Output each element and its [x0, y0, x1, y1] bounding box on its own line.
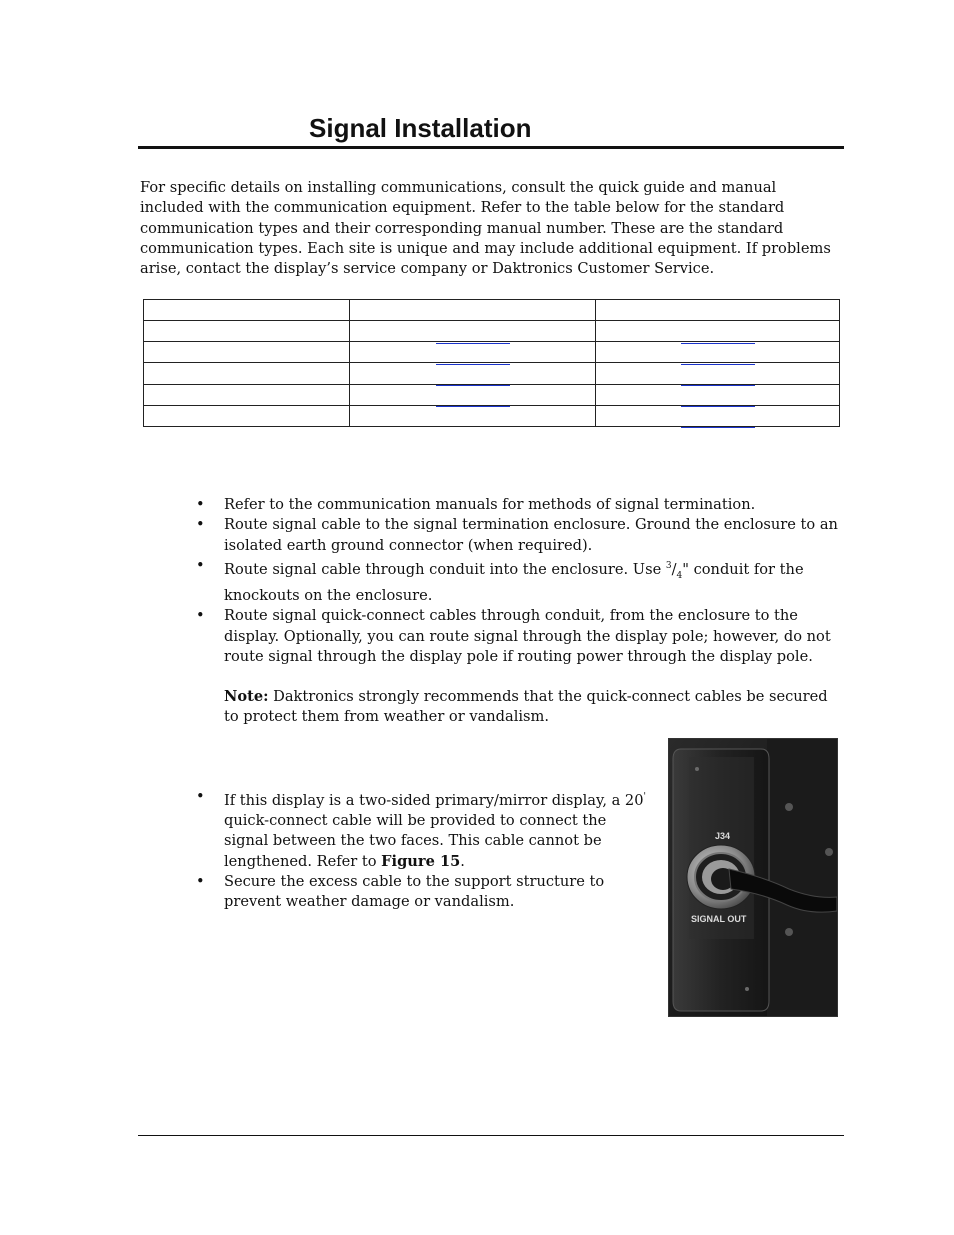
- title-rule: [138, 146, 844, 149]
- manual-link[interactable]: [681, 427, 755, 428]
- mirror-text: If this display is a two-sided primary/mirror display, a 20: [224, 791, 644, 809]
- table-cell: [596, 405, 840, 426]
- conduit-text: Route signal cable through conduit into the enclosure. Use: [224, 560, 666, 578]
- jack-label: J34: [715, 831, 731, 841]
- list-item: • Refer to the communication manuals for methods of signal termination.: [224, 495, 842, 515]
- table-cell: [144, 405, 350, 426]
- manual-link[interactable]: [681, 343, 755, 344]
- table-cell: [144, 300, 350, 321]
- manual-link[interactable]: [436, 364, 510, 365]
- conduit-text-end: " conduit for the knockouts on the enclosure.: [224, 560, 804, 604]
- quick-connect-text: Route signal quick-connect cables through conduit, from the enclosure to the display. Optionally, you can route signal through the display pole; however, do not route signal through the display pole if routing power through the display pole.: [224, 607, 831, 665]
- table-cell: [144, 363, 350, 384]
- list-item: • Route signal cable to the signal termination enclosure. Ground the enclosure to an isolated earth ground connector (when required).: [224, 515, 842, 556]
- table-cell: [350, 405, 596, 426]
- page-title: Signal Installation: [309, 113, 532, 143]
- table-cell: [596, 384, 840, 405]
- footer-rule: [138, 1135, 844, 1136]
- table-cell: [350, 363, 596, 384]
- table-row: [144, 405, 840, 426]
- list-item: [224, 787, 654, 872]
- table-row: [144, 300, 840, 321]
- note-text: Daktronics strongly recommends that the quick-connect cables be secured to protect them from weather or vandalism.: [224, 688, 828, 726]
- table-cell: [596, 342, 840, 363]
- mirror-text-mid: quick-connect cable will be provided to connect the signal between the two faces. This cable cannot be lengthened. Refer to: [224, 812, 607, 870]
- signal-out-photo: [668, 738, 838, 1017]
- intro-paragraph: For specific details on installing communications, consult the quick guide and manual included with the communication equipment. Refer to the table below for the standard communication types and their corresponding manual number. These are the standard communication types. Each site is unique and may include additional equipment. If problems arise, contact the display’s service company or Daktronics Customer Service.: [140, 179, 831, 278]
- table-cell: [596, 300, 840, 321]
- manual-link[interactable]: [436, 343, 510, 344]
- plate-label: SIGNAL OUT: [691, 914, 747, 924]
- table-cell: [144, 384, 350, 405]
- mirror-text-end: .: [460, 852, 465, 870]
- manual-link[interactable]: [681, 364, 755, 365]
- manual-link[interactable]: [436, 385, 510, 386]
- table-row: [144, 321, 840, 342]
- manual-link[interactable]: [681, 406, 755, 407]
- fraction-numerator: 3: [665, 560, 672, 571]
- table-cell: [596, 363, 840, 384]
- table-row: [144, 342, 840, 363]
- mirror-display-list: [224, 787, 654, 913]
- list-item: • Secure the excess cable to the support structure to prevent weather damage or vandalism.: [224, 872, 654, 913]
- manual-link[interactable]: [436, 406, 510, 407]
- manual-link[interactable]: [681, 385, 755, 386]
- table-cell: [596, 321, 840, 342]
- signal-termination-list: [224, 495, 842, 728]
- fraction-denominator: 4: [676, 570, 683, 581]
- note-label: Note:: [224, 688, 269, 706]
- note: [224, 687, 842, 728]
- table-row: [144, 363, 840, 384]
- list-item: [224, 606, 842, 727]
- table-cell: [350, 342, 596, 363]
- table-row: [144, 384, 840, 405]
- table-cell: [350, 384, 596, 405]
- figure-reference: Figure 15: [381, 852, 461, 870]
- communication-table: [143, 299, 840, 427]
- list-item: [224, 556, 842, 606]
- table-cell: [144, 342, 350, 363]
- table-cell: [350, 321, 596, 342]
- feet-mark: ': [643, 792, 646, 802]
- table-cell: [144, 321, 350, 342]
- table-cell: [350, 300, 596, 321]
- signal-out-jack-illustration: [669, 739, 837, 1016]
- fraction-slash: /: [671, 560, 677, 578]
